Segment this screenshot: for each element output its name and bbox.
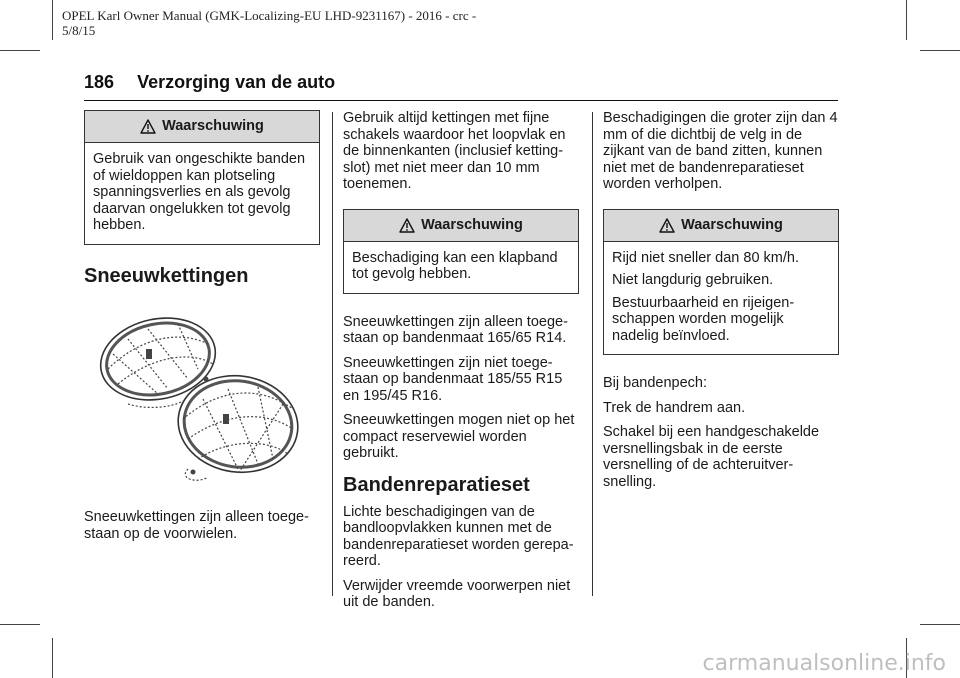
paragraph: Sneeuwkettingen zijn niet toege-staan op bandenmaat 185/55 R15 en 195/45 R16.	[343, 354, 563, 404]
paragraph: Verwijder vreemde voorwerpen niet uit de banden.	[343, 577, 571, 610]
warning-text: Rijd niet sneller dan 80 km/h.	[612, 249, 799, 266]
warning-text: Beschadiging kan een klapband tot gevolg hebben.	[352, 249, 558, 282]
warning-body	[344, 242, 578, 293]
column-2	[343, 110, 579, 619]
warning-header	[604, 210, 838, 242]
warning-text: Niet langdurig gebruiken.	[612, 272, 774, 288]
print-meta: OPEL Karl Owner Manual (GMK-Localizing-EU LHD-9231167) - 2016 - crc - 5/8/15	[62, 8, 477, 38]
paragraph: Sneeuwkettingen zijn alleen toege-staan op bandenmaat 165/65 R14.	[343, 313, 568, 346]
crop-mark	[906, 0, 907, 40]
crop-mark	[920, 624, 960, 625]
warning-triangle-icon	[140, 119, 156, 134]
paragraph: Bij bandenpech:	[603, 375, 707, 391]
section-heading: Sneeuwkettingen	[84, 264, 249, 287]
warning-box	[84, 110, 320, 245]
column-1	[84, 110, 320, 550]
warning-text: Gebruik van ongeschikte banden of wieldoppen kan plotseling spanningsverlies en als gevolg daarvan ongelukken tot gevolg hebben.	[93, 151, 306, 233]
column-3	[603, 110, 839, 498]
warning-box	[603, 209, 839, 356]
paragraph: Schakel bij een handgeschakelde versnellingsbak in de eerste versnelling of de achteruitver-snelling.	[603, 424, 820, 490]
column-divider	[592, 112, 593, 596]
warning-box	[343, 209, 579, 294]
paragraph: Trek de handrem aan.	[603, 399, 746, 416]
paragraph: Lichte beschadigingen van de bandloopvlakken kunnen met de bandenreparatieset worden gerepa-reerd.	[343, 503, 574, 569]
section-title: Verzorging van de auto	[137, 72, 336, 92]
running-header	[84, 72, 335, 93]
paragraph: Gebruik altijd kettingen met fijne schakels waardoor het loopvlak en de binnenkanten (inclusief ketting-slot) met niet meer dan 10 mm toenemen.	[343, 110, 566, 192]
warning-triangle-icon	[659, 218, 675, 233]
warning-text: Bestuurbaarheid en rijeigen-schappen worden mogelijk nadelig beïnvloed.	[612, 294, 795, 344]
column-divider	[332, 112, 333, 596]
paragraph: Sneeuwkettingen mogen niet op het compact reservewiel worden gebruikt.	[343, 412, 575, 461]
warning-title: Waarschuwing	[162, 118, 264, 135]
snow-chain-illustration	[88, 309, 308, 489]
warning-triangle-icon	[399, 218, 415, 233]
warning-header	[85, 111, 319, 143]
paragraph: Beschadigingen die groter zijn dan 4 mm of die dichtbij de velg in de zijkant van de band zitten, kunnen niet met de bandenreparatieset worden verholpen.	[603, 110, 838, 192]
figure-caption: Sneeuwkettingen zijn alleen toege-staan op de voorwielen.	[84, 509, 309, 542]
warning-header	[344, 210, 578, 242]
crop-mark	[0, 50, 40, 51]
crop-mark	[0, 624, 40, 625]
warning-body	[85, 143, 319, 244]
warning-title: Waarschuwing	[681, 216, 783, 233]
section-heading: Bandenreparatieset	[343, 473, 530, 496]
watermark: carmanualsonline.info	[702, 651, 946, 676]
crop-mark	[920, 50, 960, 51]
header-rule	[84, 100, 838, 101]
crop-mark	[52, 0, 53, 40]
crop-mark	[52, 638, 53, 678]
warning-body	[604, 242, 838, 355]
warning-title: Waarschuwing	[421, 216, 523, 233]
page-number: 186	[84, 72, 115, 92]
